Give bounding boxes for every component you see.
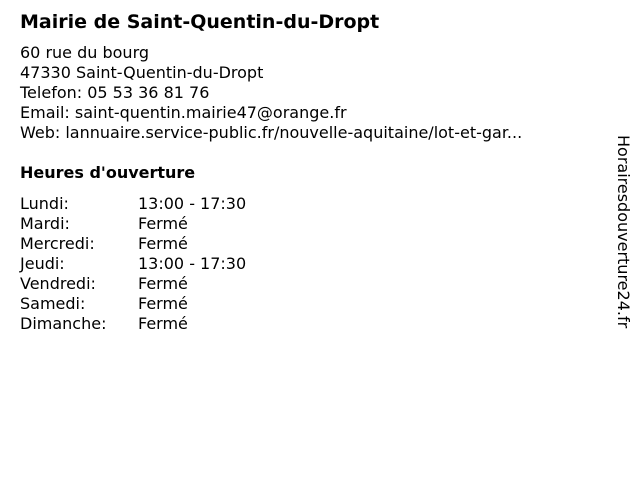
day-label: Jeudi:	[20, 254, 65, 273]
website-link[interactable]: Web: lannuaire.service-public.fr/nouvelle-aquitaine/lot-et-gar...	[20, 123, 523, 142]
contact-block	[20, 43, 522, 143]
hours-value: Fermé	[138, 214, 188, 233]
hours-value: Fermé	[138, 274, 188, 293]
hours-value: Fermé	[138, 234, 188, 253]
day-label: Lundi:	[20, 194, 69, 213]
street-address: 60 rue du bourg	[20, 43, 150, 62]
site-brand-watermark: Horairesdouverture24.fr	[614, 135, 633, 329]
email-address: Email: saint-quentin.mairie47@orange.fr	[20, 103, 347, 122]
hours-heading: Heures d'ouverture	[20, 163, 196, 182]
day-label: Samedi:	[20, 294, 86, 313]
hours-value: Fermé	[138, 314, 188, 333]
hours-value: 13:00 - 17:30	[138, 194, 247, 213]
day-label: Mercredi:	[20, 234, 95, 253]
day-label: Mardi:	[20, 214, 70, 233]
phone-number: Telefon: 05 53 36 81 76	[20, 83, 210, 102]
day-label: Vendredi:	[20, 274, 96, 293]
page-title: Mairie de Saint-Quentin-du-Dropt	[20, 11, 380, 33]
hours-value: 13:00 - 17:30	[138, 254, 247, 273]
city-address: 47330 Saint-Quentin-du-Dropt	[20, 63, 264, 82]
hours-value: Fermé	[138, 294, 188, 313]
day-label: Dimanche:	[20, 314, 107, 333]
